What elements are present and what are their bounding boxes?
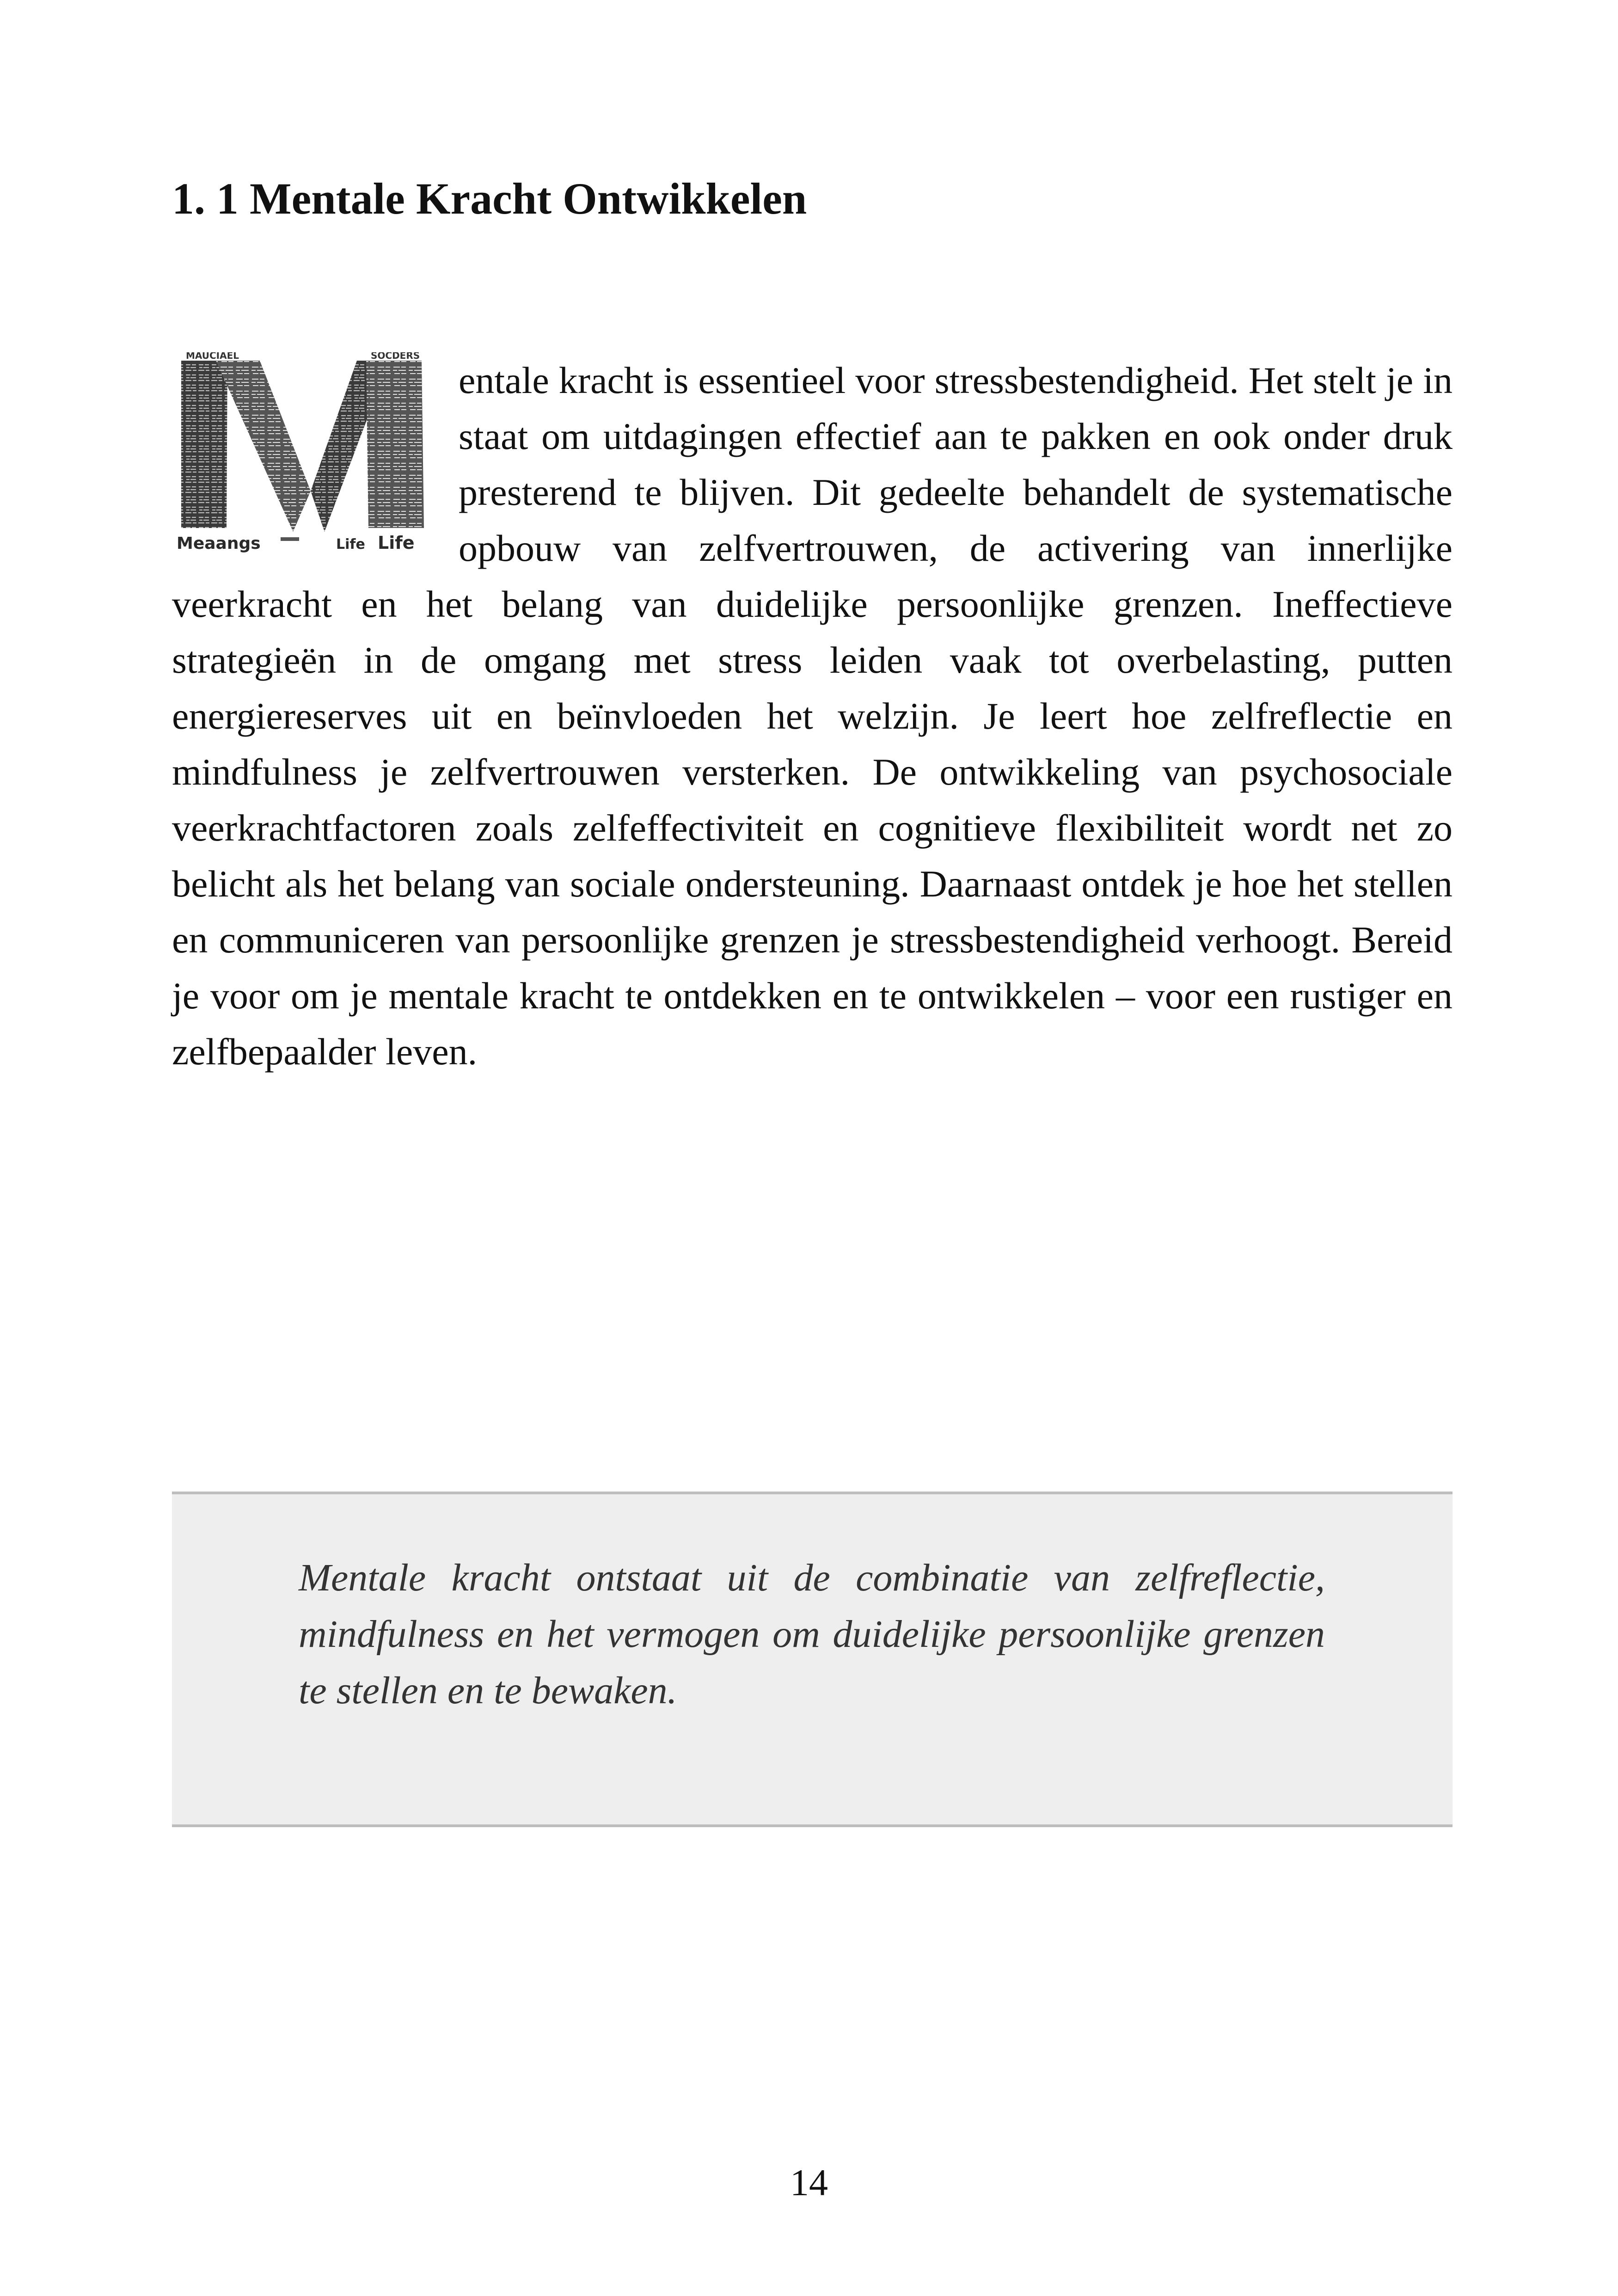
svg-text:Life: Life: [378, 533, 415, 553]
drop-cap-letter-m: [172, 352, 431, 570]
svg-text:Life: Life: [336, 536, 365, 553]
svg-text:MAUCIAEL: MAUCIAEL: [186, 352, 239, 361]
svg-text:Meaangs: Meaangs: [177, 534, 261, 553]
word-collage-letter-m-icon: [172, 352, 431, 570]
page-number: 14: [790, 2161, 828, 2204]
svg-text:SOCDERS: SOCDERS: [371, 352, 420, 361]
callout-text: Mentale kracht ontstaat uit de combinatie van zelfreflectie, mindfulness en het vermogen om duidelijke persoonlijke grenzen te stellen en te bewaken.: [299, 1556, 1325, 1712]
intro-paragraph: [172, 352, 1453, 1080]
key-takeaway-callout: [172, 1492, 1453, 1827]
intro-text: entale kracht is essentieel voor stressbestendigheid. Het stelt je in staat om uitdagingen effectief aan te pakken en ook onder druk presterend te blijven. Dit gedeelte behandelt de systematische opbouw van zelfvertrouwen, de activering van innerlijke veerkracht en het belang van duidelijke persoonlijke grenzen. Ineffectieve strategieën in de omgang met stress leiden vaak tot overbelasting, putten energiereserves uit en beïnvloeden het welzijn. Je leert hoe zelfreflectie en mindfulness je zelfvertrouwen versterken. De ontwikkeling van psychosociale veerkrachtfactoren zoals zelfeffectiviteit en cognitieve flexibiliteit wordt net zo belicht als het belang van sociale ondersteuning. Daarnaast ontdek je hoe het stellen en communiceren van persoonlijke grenzen je stressbestendigheid verhoogt. Bereid je voor om je mentale kracht te ontdekken en te ontwikkelen – voor een rustiger en zelfbepaalder leven.: [172, 359, 1453, 1073]
page-title: 1. 1 Mentale Kracht Ontwikkelen: [172, 174, 807, 223]
